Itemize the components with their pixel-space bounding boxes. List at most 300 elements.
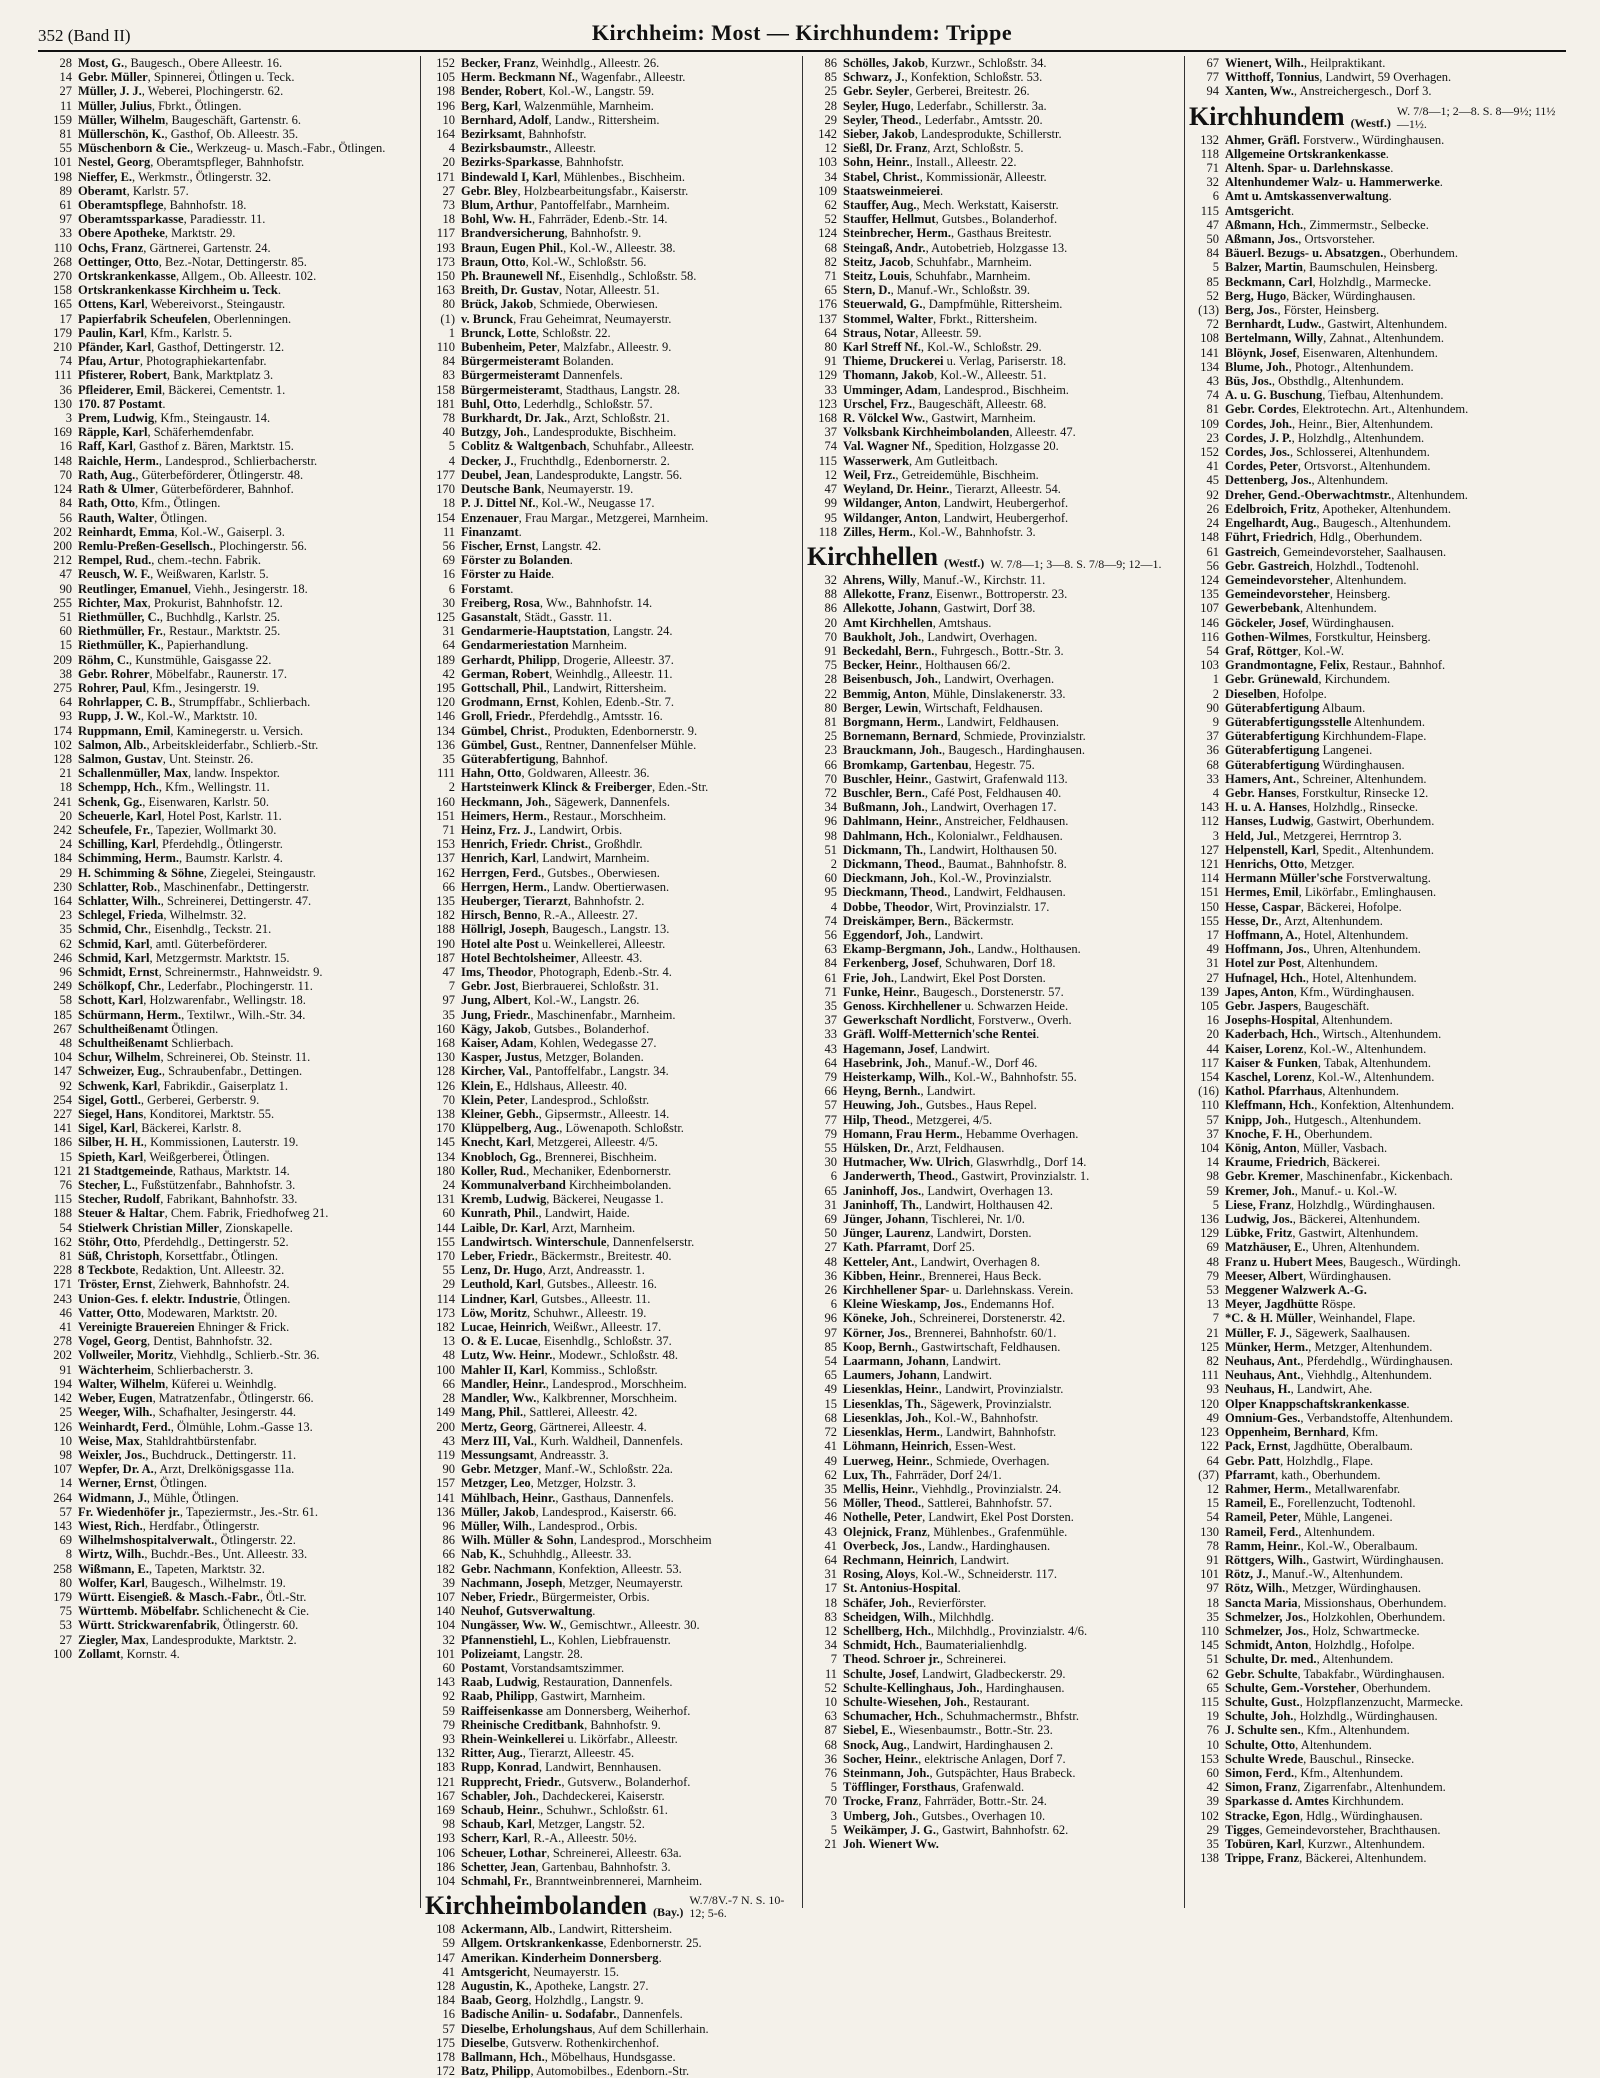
entry-details: , Landesprod., Kaiserstr. 66. bbox=[535, 1504, 677, 1519]
entry-text bbox=[461, 851, 650, 865]
entry-name: Schmahl, Fr. bbox=[461, 1874, 529, 1888]
entry-details: , Apotheke, Langstr. 27. bbox=[528, 1979, 649, 1994]
entry-text bbox=[843, 1368, 992, 1382]
entry-name: Berger, Lewin bbox=[843, 700, 919, 715]
directory-entry bbox=[42, 212, 416, 226]
directory-entry bbox=[42, 908, 416, 922]
directory-entry bbox=[807, 956, 1180, 970]
entry-number: 7 bbox=[830, 1652, 837, 1667]
entry-name: Steitz, Louis bbox=[843, 269, 909, 284]
entry-name: Schultheißenamt bbox=[78, 1021, 169, 1036]
entry-details: , Metzgerei, Herrntrop 3. bbox=[1276, 828, 1402, 843]
directory-entry bbox=[42, 681, 416, 695]
directory-entry bbox=[1189, 701, 1562, 715]
entry-name: Rötz, Wilh. bbox=[1225, 1581, 1286, 1596]
entry-details: , Kol.-W., Alleestr. 51. bbox=[934, 368, 1047, 383]
entry-name: Ziegler, Max bbox=[78, 1632, 146, 1647]
entry-number: 80 bbox=[824, 700, 837, 715]
entry-name: Hotel zur Post bbox=[1225, 956, 1302, 971]
entry-number: 242 bbox=[53, 822, 72, 837]
entry-number: 56 bbox=[824, 1496, 837, 1511]
entry-name: Hamers, Ant. bbox=[1225, 771, 1297, 786]
directory-entry bbox=[42, 99, 416, 113]
entry-details: , Kommissionen, Lauterstr. 19. bbox=[143, 1135, 299, 1150]
entry-details: , Weißgerberei, Ötlingen. bbox=[143, 1149, 270, 1164]
entry-text bbox=[1225, 161, 1393, 175]
entry-text bbox=[843, 814, 1068, 828]
entry-text bbox=[78, 354, 267, 368]
entry-number: 60 bbox=[824, 871, 837, 886]
entry-details: , Glaswrhdlg., Dorf 14. bbox=[970, 1155, 1087, 1170]
entry-name: Brück, Jakob bbox=[461, 297, 534, 312]
entry-details: , Gipsermstr., Alleestr. 14. bbox=[538, 1107, 670, 1122]
entry-details: , Ötlingerstr. 60. bbox=[216, 1618, 299, 1633]
entry-name: Karl Streff Nf. bbox=[843, 340, 921, 355]
directory-entry bbox=[1189, 601, 1562, 615]
entry-name: Schmidt, Hch. bbox=[843, 1638, 920, 1653]
entry-name: Nestel, Georg bbox=[78, 155, 151, 170]
entry-text bbox=[78, 1050, 310, 1064]
directory-entry bbox=[425, 1732, 798, 1746]
entry-details: , Tierarzt, Alleestr. 45. bbox=[522, 1746, 635, 1761]
entry-text bbox=[1225, 1098, 1454, 1112]
entry-name: P. J. Dittel Nf. bbox=[461, 496, 536, 511]
entry-number: 64 bbox=[59, 695, 72, 710]
entry-name: Seyler, Hugo bbox=[843, 98, 911, 113]
directory-entry bbox=[807, 1837, 1180, 1851]
entry-name: Gewerkschaft Nordlicht bbox=[843, 1013, 972, 1028]
entry-details: , Plochingerstr. 56. bbox=[212, 538, 307, 553]
entry-number: 18 bbox=[824, 1595, 837, 1610]
directory-entry bbox=[1189, 1837, 1562, 1851]
directory-entry bbox=[1189, 1496, 1562, 1510]
entry-name: Wilhelmshospitalverwalt. bbox=[78, 1533, 215, 1548]
running-title: Kirchheim: Most — Kirchhundem: Trippe bbox=[591, 20, 1013, 45]
entry-text bbox=[461, 1519, 638, 1533]
entry-number: 46 bbox=[824, 1510, 837, 1525]
entry-text bbox=[78, 312, 291, 326]
entry-name: Dieckmann, Joh. bbox=[843, 871, 933, 886]
entry-name: Most, G. bbox=[78, 56, 125, 70]
entry-text bbox=[1225, 402, 1468, 416]
entry-name: Becker, Franz bbox=[461, 56, 536, 70]
entry-number: 69 bbox=[824, 1212, 837, 1227]
entry-number: 278 bbox=[53, 1334, 72, 1349]
entry-name: Deutsche Bank bbox=[461, 482, 542, 497]
entry-number: 40 bbox=[442, 425, 455, 440]
directory-entry bbox=[807, 170, 1180, 184]
entry-details: , Konfektion, Alleestr. 53. bbox=[552, 1561, 682, 1576]
entry-number: 75 bbox=[59, 1604, 72, 1619]
directory-entry bbox=[425, 1874, 798, 1888]
entry-number: 45 bbox=[1206, 473, 1219, 488]
entry-details: , Autobetrieb, Holzgasse 13. bbox=[925, 240, 1068, 255]
entry-details: , Schuhfabr., Marnheim. bbox=[908, 269, 1031, 284]
entry-number: 44 bbox=[1206, 1041, 1219, 1056]
entry-number: 15 bbox=[59, 1149, 72, 1164]
entry-details: , Heilpraktikant. bbox=[1303, 56, 1386, 70]
entry-name: Rupp, J. W. bbox=[78, 709, 141, 724]
entry-details: , Bahnhofstr. 9. bbox=[564, 226, 642, 241]
entry-number: 70 bbox=[824, 1794, 837, 1809]
entry-details: , Landwirt, Overhagen. bbox=[937, 672, 1055, 687]
entry-name: Ruppmann, Emil bbox=[78, 723, 171, 738]
entry-name: Dickmann, Theod. bbox=[843, 856, 942, 871]
entry-details: , Bahnhofstr. 2. bbox=[567, 893, 645, 908]
entry-number: 20 bbox=[59, 808, 72, 823]
entry-number: 130 bbox=[1200, 1524, 1219, 1539]
entry-text bbox=[843, 1098, 1037, 1112]
directory-entry bbox=[425, 1363, 798, 1377]
entry-name: Zollamt bbox=[78, 1646, 121, 1661]
entry-number: 115 bbox=[53, 1192, 72, 1207]
entry-details: , Mühle, Langenei. bbox=[1297, 1510, 1393, 1525]
entry-details: , Schuhfabr., Alleestr. bbox=[586, 439, 695, 454]
entry-details: , Kohlen, Liebfrauenstr. bbox=[551, 1632, 671, 1647]
directory-entry bbox=[1189, 1780, 1562, 1794]
entry-text bbox=[843, 1610, 994, 1624]
entry-name: Hermann Müller'sche bbox=[1225, 871, 1343, 886]
entry-name: Steuer & Haltar bbox=[78, 1206, 165, 1221]
entry-details: . bbox=[658, 1950, 662, 1965]
entry-details: , Baugesch., Würdingh. bbox=[1343, 1254, 1461, 1269]
entry-details: , Kol.-W., Schloßstr. 56. bbox=[525, 254, 647, 269]
entry-details: , Weißwr., Alleestr. 17. bbox=[547, 1320, 662, 1335]
directory-entry bbox=[807, 1240, 1180, 1254]
directory-entry bbox=[425, 681, 798, 695]
entry-name: Oppenheim, Bernhard bbox=[1225, 1425, 1346, 1440]
entry-details: . bbox=[1388, 189, 1392, 204]
directory-entry bbox=[807, 1652, 1180, 1666]
entry-text bbox=[78, 1562, 265, 1576]
entry-name: Held, Jul. bbox=[1225, 828, 1277, 843]
entry-details: , Tabakfabr., Würdinghausen. bbox=[1297, 1666, 1445, 1681]
entry-number: 64 bbox=[442, 638, 455, 653]
directory-entry bbox=[42, 1363, 416, 1377]
entry-name: Liesenklas, Heinr. bbox=[843, 1382, 939, 1397]
entry-details: , Baumstr. Karlstr. 4. bbox=[179, 851, 283, 866]
entry-text bbox=[78, 1348, 319, 1362]
entry-number: 4 bbox=[1212, 785, 1219, 800]
entry-details: , Baumat., Bahnhofstr. 8. bbox=[941, 856, 1067, 871]
entry-number: 102 bbox=[53, 737, 72, 752]
entry-number: 68 bbox=[824, 240, 837, 255]
entry-details: , Kunstmühle, Gaisgasse 22. bbox=[129, 652, 272, 667]
entry-number: 115 bbox=[1200, 1694, 1219, 1709]
entry-name: Jung, Albert bbox=[461, 993, 528, 1008]
entry-details: , Landwirt, Heubergerhof. bbox=[937, 496, 1069, 511]
entry-number: 74 bbox=[824, 439, 837, 454]
entry-number: 47 bbox=[824, 482, 837, 497]
entry-details: , Bäckermstr. bbox=[947, 913, 1014, 928]
directory-entry bbox=[1189, 1468, 1562, 1482]
directory-entry bbox=[425, 127, 798, 141]
directory-entry bbox=[807, 1169, 1180, 1183]
entry-name: Silber, H. H. bbox=[78, 1135, 144, 1150]
entry-name: Schultheißenamt bbox=[78, 1036, 169, 1051]
entry-text bbox=[78, 1618, 298, 1632]
entry-text bbox=[1225, 1496, 1416, 1510]
entry-text bbox=[78, 141, 385, 155]
entry-text bbox=[843, 1624, 1087, 1638]
directory-entry bbox=[807, 1425, 1180, 1439]
entry-number: 25 bbox=[59, 1405, 72, 1420]
entry-name: Dieselbe, Erholungshaus bbox=[461, 2021, 593, 2036]
directory-entry bbox=[42, 269, 416, 283]
entry-number: 107 bbox=[53, 1462, 72, 1477]
entry-details: , Matratzenfabr., Ötlingerstr. 66. bbox=[152, 1391, 314, 1406]
entry-number: 136 bbox=[436, 737, 455, 752]
entry-name: Bürgermeisteramt bbox=[461, 368, 560, 383]
entry-name: Sigel, Gottl. bbox=[78, 1092, 141, 1107]
entry-name: Kommunalverband bbox=[461, 1178, 566, 1193]
entry-number: 28 bbox=[59, 56, 72, 70]
entry-text bbox=[461, 1476, 636, 1490]
entry-text bbox=[1225, 1581, 1421, 1595]
directory-entry bbox=[42, 922, 416, 936]
entry-text bbox=[461, 1448, 609, 1462]
entry-number: 47 bbox=[1206, 217, 1219, 232]
directory-entry bbox=[1189, 1581, 1562, 1595]
entry-name: Schabler, Joh. bbox=[461, 1788, 536, 1803]
entry-number: 31 bbox=[824, 1567, 837, 1582]
entry-text bbox=[843, 1695, 1030, 1709]
entry-text bbox=[843, 1652, 1006, 1666]
entry-text bbox=[1225, 616, 1394, 630]
directory-entry bbox=[807, 1482, 1180, 1496]
entry-text bbox=[78, 511, 207, 525]
entry-number: 267 bbox=[53, 1021, 72, 1036]
directory-entry bbox=[1189, 1240, 1562, 1254]
directory-page bbox=[38, 18, 1566, 2078]
directory-entry bbox=[1189, 1013, 1562, 1027]
entry-name: Schimming, Herm. bbox=[78, 851, 180, 866]
entry-text bbox=[461, 84, 654, 98]
entry-details: , Oberhundem. bbox=[1383, 246, 1458, 261]
directory-entry bbox=[425, 1079, 798, 1093]
entry-text bbox=[461, 1008, 675, 1022]
directory-entry bbox=[42, 141, 416, 155]
entry-text bbox=[78, 255, 307, 269]
entry-text bbox=[461, 795, 670, 809]
entry-details: , Dachdeckerei, Kaiserstr. bbox=[535, 1788, 665, 1803]
entry-number: 144 bbox=[436, 1220, 455, 1235]
entry-name: Eggendorf, Joh. bbox=[843, 927, 929, 942]
entry-number: 143 bbox=[436, 1675, 455, 1690]
entry-details: , R.-A., Alleestr. 27. bbox=[537, 908, 638, 923]
entry-number: 195 bbox=[436, 680, 455, 695]
entry-name: Württemb. Möbelfabr. bbox=[78, 1604, 200, 1619]
entry-text bbox=[78, 525, 285, 539]
directory-entry bbox=[42, 1420, 416, 1434]
entry-number: 63 bbox=[824, 942, 837, 957]
entry-text bbox=[1225, 1113, 1421, 1127]
directory-entry bbox=[425, 1965, 798, 1979]
entry-details: , Brennerei, Bahnhofstr. 60/1. bbox=[908, 1325, 1057, 1340]
entry-name: Lux, Th. bbox=[843, 1467, 889, 1482]
entry-number: 96 bbox=[59, 965, 72, 979]
entry-name: Rameil, E. bbox=[1225, 1496, 1281, 1511]
columns bbox=[38, 56, 1566, 2078]
directory-entry bbox=[425, 567, 798, 581]
entry-details: , Schuhwaren, Dorf 18. bbox=[938, 956, 1056, 971]
entry-details: , Holzhdl., Todtenohl. bbox=[1309, 558, 1420, 573]
entry-name: Hotel Bechtolsheimer bbox=[461, 950, 576, 965]
entry-details: , Kol.-W., Schloßstr. 29. bbox=[920, 340, 1042, 355]
entry-details: , Kol.-W., Neugasse 17. bbox=[535, 496, 655, 511]
directory-entry bbox=[1189, 1638, 1562, 1652]
directory-entry bbox=[425, 326, 798, 340]
entry-text bbox=[843, 1723, 1053, 1737]
entry-number: 20 bbox=[824, 615, 837, 630]
entry-name: Oberamt bbox=[78, 183, 127, 198]
directory-entry bbox=[807, 743, 1180, 757]
entry-number: 90 bbox=[59, 581, 72, 596]
entry-number: 275 bbox=[53, 680, 72, 695]
town-region: (Westf.) bbox=[943, 555, 985, 570]
entry-details: , Korsettfabr., Ötlingen. bbox=[159, 1249, 279, 1264]
directory-entry bbox=[1189, 1283, 1562, 1297]
entry-details: , Schäferhemdenfabr. bbox=[147, 425, 255, 440]
entry-number: 182 bbox=[436, 1320, 455, 1335]
entry-text bbox=[78, 70, 294, 84]
entry-text bbox=[78, 1420, 313, 1434]
entry-text bbox=[461, 326, 611, 340]
entry-number: 70 bbox=[59, 467, 72, 482]
directory-entry bbox=[425, 1505, 798, 1519]
directory-entry bbox=[807, 269, 1180, 283]
entry-text bbox=[461, 1951, 662, 1965]
entry-text bbox=[78, 908, 246, 922]
entry-name: Steingaß, Andr. bbox=[843, 240, 926, 255]
entry-number: 148 bbox=[53, 453, 72, 468]
directory-entry bbox=[425, 1951, 798, 1965]
directory-entry bbox=[425, 752, 798, 766]
directory-entry bbox=[807, 226, 1180, 240]
entry-name: Urschel, Frz. bbox=[843, 396, 913, 411]
directory-entry bbox=[807, 1667, 1180, 1681]
entry-name: Blume, Joh. bbox=[1225, 359, 1289, 374]
entry-text bbox=[843, 672, 1054, 686]
entry-number: 186 bbox=[53, 1135, 72, 1150]
entry-details: , Ötlingen. bbox=[153, 1476, 208, 1491]
entry-name: Graf, Röttger bbox=[1225, 643, 1298, 658]
entry-details: , elektrische Anlagen, Dorf 7. bbox=[918, 1751, 1066, 1766]
entry-name: Güterabfertigung bbox=[1225, 700, 1320, 715]
entry-text bbox=[78, 1121, 242, 1135]
entry-name: Kaiser, Adam bbox=[461, 1036, 534, 1051]
entry-number: 43 bbox=[824, 1041, 837, 1056]
directory-entry bbox=[425, 1135, 798, 1149]
entry-text bbox=[461, 56, 659, 70]
entry-name: Laible, Dr. Karl bbox=[461, 1220, 546, 1235]
entry-details: , Textilwr., Wilh.-Str. 34. bbox=[181, 1007, 306, 1022]
entry-name: Neuhaus, H. bbox=[1225, 1382, 1291, 1397]
entry-text bbox=[461, 1462, 673, 1476]
directory-entry bbox=[1189, 232, 1562, 246]
entry-details: , Löwenapoth. Schloßstr. bbox=[559, 1121, 684, 1136]
directory-entry bbox=[1189, 1397, 1562, 1411]
entry-details: , Gutspächter, Haus Brabeck. bbox=[929, 1765, 1076, 1780]
entry-details: , Hutgesch., Altenhundem. bbox=[1287, 1112, 1422, 1127]
entry-text bbox=[843, 1496, 1052, 1510]
entry-number: 23 bbox=[824, 743, 837, 758]
entry-number: 115 bbox=[818, 453, 837, 468]
entry-name: Batz, Philipp bbox=[461, 2064, 531, 2078]
entry-name: Meggener Walzwerk A.-G. bbox=[1225, 1283, 1367, 1298]
entry-details: , Baumschulen, Heinsberg. bbox=[1303, 260, 1438, 275]
entry-name: Müller, Julius bbox=[78, 98, 152, 113]
entry-text bbox=[461, 297, 658, 311]
entry-text bbox=[461, 1547, 632, 1561]
entry-text bbox=[843, 454, 998, 468]
entry-name: Gümbel, Christ. bbox=[461, 723, 548, 738]
entry-text bbox=[843, 99, 1047, 113]
entry-text bbox=[1225, 84, 1431, 98]
entry-name: Töfflinger, Forsthaus bbox=[843, 1780, 956, 1795]
directory-entry bbox=[42, 1221, 416, 1235]
entry-number: 41 bbox=[442, 1964, 455, 1979]
directory-entry bbox=[1189, 189, 1562, 203]
entry-details: , Gastwirt, Dorf 38. bbox=[937, 601, 1036, 616]
directory-entry bbox=[425, 383, 798, 397]
entry-number: 95 bbox=[824, 885, 837, 900]
entry-details: , Hdlg., Oberhundem. bbox=[1313, 530, 1423, 545]
entry-number: 49 bbox=[824, 1453, 837, 1468]
entry-details: , Brennerei, Bischheim. bbox=[538, 1149, 657, 1164]
entry-text bbox=[1225, 1667, 1445, 1681]
entry-name: Gebr. Metzger bbox=[461, 1462, 539, 1477]
entry-text bbox=[78, 1590, 306, 1604]
entry-details: , Altenhundem. bbox=[1329, 572, 1407, 587]
entry-name: Augustin, K. bbox=[461, 1979, 529, 1994]
entry-number: 182 bbox=[436, 1561, 455, 1576]
directory-entry bbox=[807, 1439, 1180, 1453]
entry-name: Thieme, Druckerei bbox=[843, 354, 944, 369]
entry-name: Liese, Franz bbox=[1225, 1197, 1291, 1212]
entry-number: 93 bbox=[442, 1731, 455, 1746]
entry-number: 188 bbox=[436, 922, 455, 937]
entry-details: , Schuhwr., Alleestr. 19. bbox=[526, 1305, 647, 1320]
entry-details: , Modewaren, Marktstr. 20. bbox=[140, 1305, 278, 1320]
directory-entry bbox=[807, 928, 1180, 942]
entry-number: 80 bbox=[59, 1575, 72, 1590]
entry-text bbox=[78, 1405, 296, 1419]
entry-text bbox=[1225, 545, 1446, 559]
entry-name: Württ. Eisengieß. & Masch.-Fabr. bbox=[78, 1589, 260, 1604]
entry-name: Gebr. Bley bbox=[461, 183, 518, 198]
entry-number: 190 bbox=[436, 936, 455, 951]
entry-number: 79 bbox=[824, 1070, 837, 1085]
entry-number: 65 bbox=[824, 1368, 837, 1383]
directory-entry bbox=[1189, 1553, 1562, 1567]
directory-entry bbox=[425, 1292, 798, 1306]
entry-number: 72 bbox=[824, 1425, 837, 1440]
entry-details: , Landwirt. bbox=[934, 1041, 990, 1056]
directory-entry bbox=[42, 1618, 416, 1632]
entry-name: Borgmann, Herm. bbox=[843, 714, 941, 729]
entry-number: 125 bbox=[436, 609, 455, 624]
entry-name: Schäfer, Joh. bbox=[843, 1595, 912, 1610]
directory-entry bbox=[1189, 829, 1562, 843]
entry-name: Dieselbe bbox=[461, 2035, 506, 2050]
entry-number: 55 bbox=[59, 141, 72, 156]
entry-name: Süß, Christoph bbox=[78, 1249, 160, 1264]
entry-number: 152 bbox=[1200, 445, 1219, 460]
entry-details: , Kfm., Jesingerstr. 19. bbox=[146, 680, 260, 695]
entry-details: , Neumayerstr. 19. bbox=[541, 482, 634, 497]
entry-text bbox=[461, 1363, 658, 1377]
